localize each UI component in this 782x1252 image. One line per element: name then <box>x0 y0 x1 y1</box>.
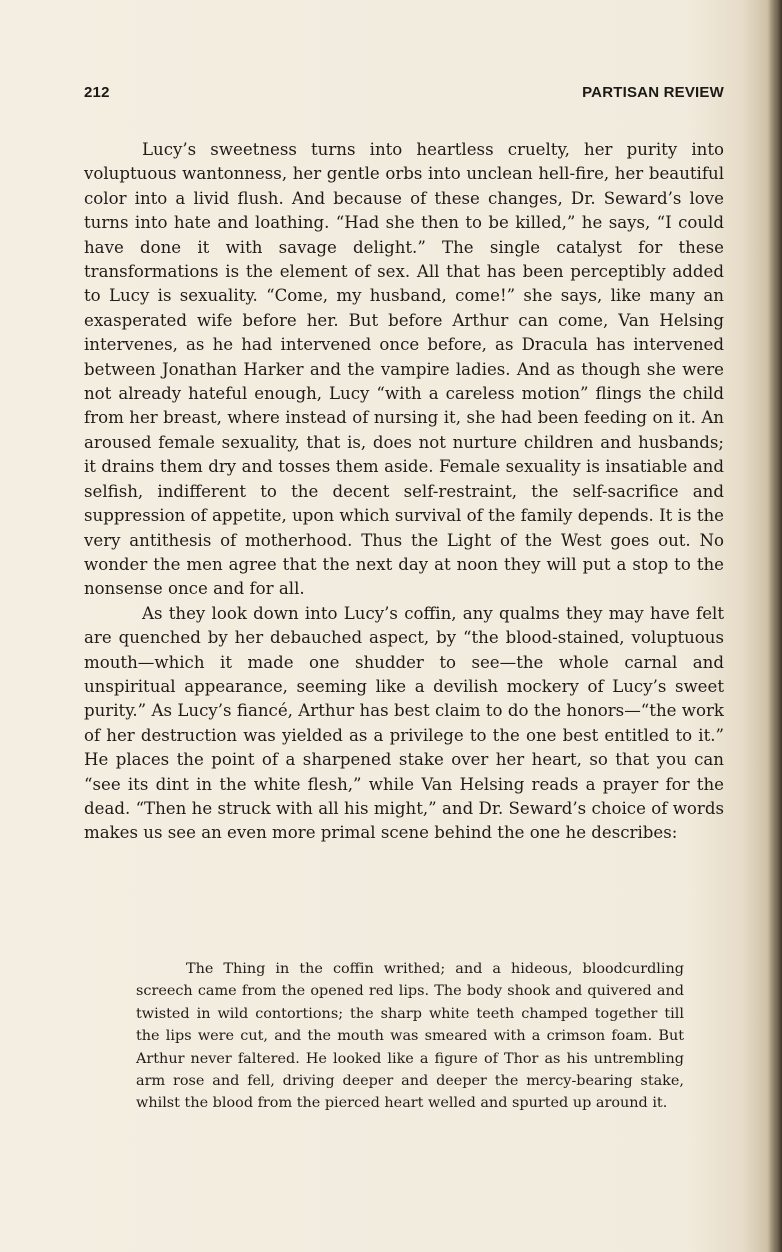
paragraph: As they look down into Lucy’s coffin, any qualms they may have felt are quenched by her debauched aspect, by “the blood-stained, voluptuous mouth—which it made one shudder to see—the whole carnal and unspiritual appearance, seeming like a devilish mockery of Lucy’s sweet purity.” As Lucy’s fiancé, Arthur has best claim to do the honors—“the work of her destruction was yielded as a privilege to the one best entitled to it.” He places the point of a sharpened stake over her heart, so that you can “see its dint in the white flesh,” while Van Helsing reads a prayer for the dead. “Then he struck with all his might,” and Dr. Seward’s choice of words makes us see an even more primal scene behind the one he describes: <box>84 603 724 843</box>
block-quote: The Thing in the coffin writhed; and a hideous, bloodcurdling screech came from the opened red lips. The body shook and quivered and twisted in wild contortions; the sharp white teeth champed together till the lips were cut, and the mouth was smeared with a crimson foam. But Arthur never faltered. He looked like a figure of Thor as his untrembling arm rose and fell, driving deeper and deeper the mercy-bearing stake, whilst the blood from the pierced heart welled and spurted up around it. <box>136 961 684 1112</box>
paragraph: Lucy’s sweetness turns into heartless cruelty, her purity into voluptuous wantonness, her gentle orbs into unclean hell-fire, her beautiful color into a livid flush. And because of these changes, Dr. Seward’s love turns into hate and loathing. “Had she then to be killed,” he says, “I could have done it with savage delight.” The single catalyst for these transformations is the element of sex. All that has been perceptibly added to Lucy is sexuality. “Come, my husband, come!” she says, like many an exasperated wife before her. But before Arthur can come, Van Helsing intervenes, as he had intervened once before, as Dracula has intervened between Jonathan Harker and the vampire ladies. And as though she were not already hateful enough, Lucy “with a careless motion” flings the child from her breast, where instead of nursing it, she had been feeding on it. An aroused female sexuality, that is, does not nurture children and husbands; it drains them dry and tosses them aside. Female sexuality is insatiable and selfish, indifferent to the decent self-restraint, the self-sacrifice and suppression of appetite, upon which survival of the family depends. It is the very antithesis of motherhood. Thus the Light of the West goes out. No wonder the men agree that the next day at noon they will put a stop to the nonsense once and for all. <box>84 140 724 599</box>
running-header <box>84 84 724 106</box>
running-title: PARTISAN REVIEW <box>582 84 724 101</box>
page-number: 212 <box>84 84 110 101</box>
page-edge-shadow <box>768 0 782 1252</box>
body-text <box>84 138 724 846</box>
